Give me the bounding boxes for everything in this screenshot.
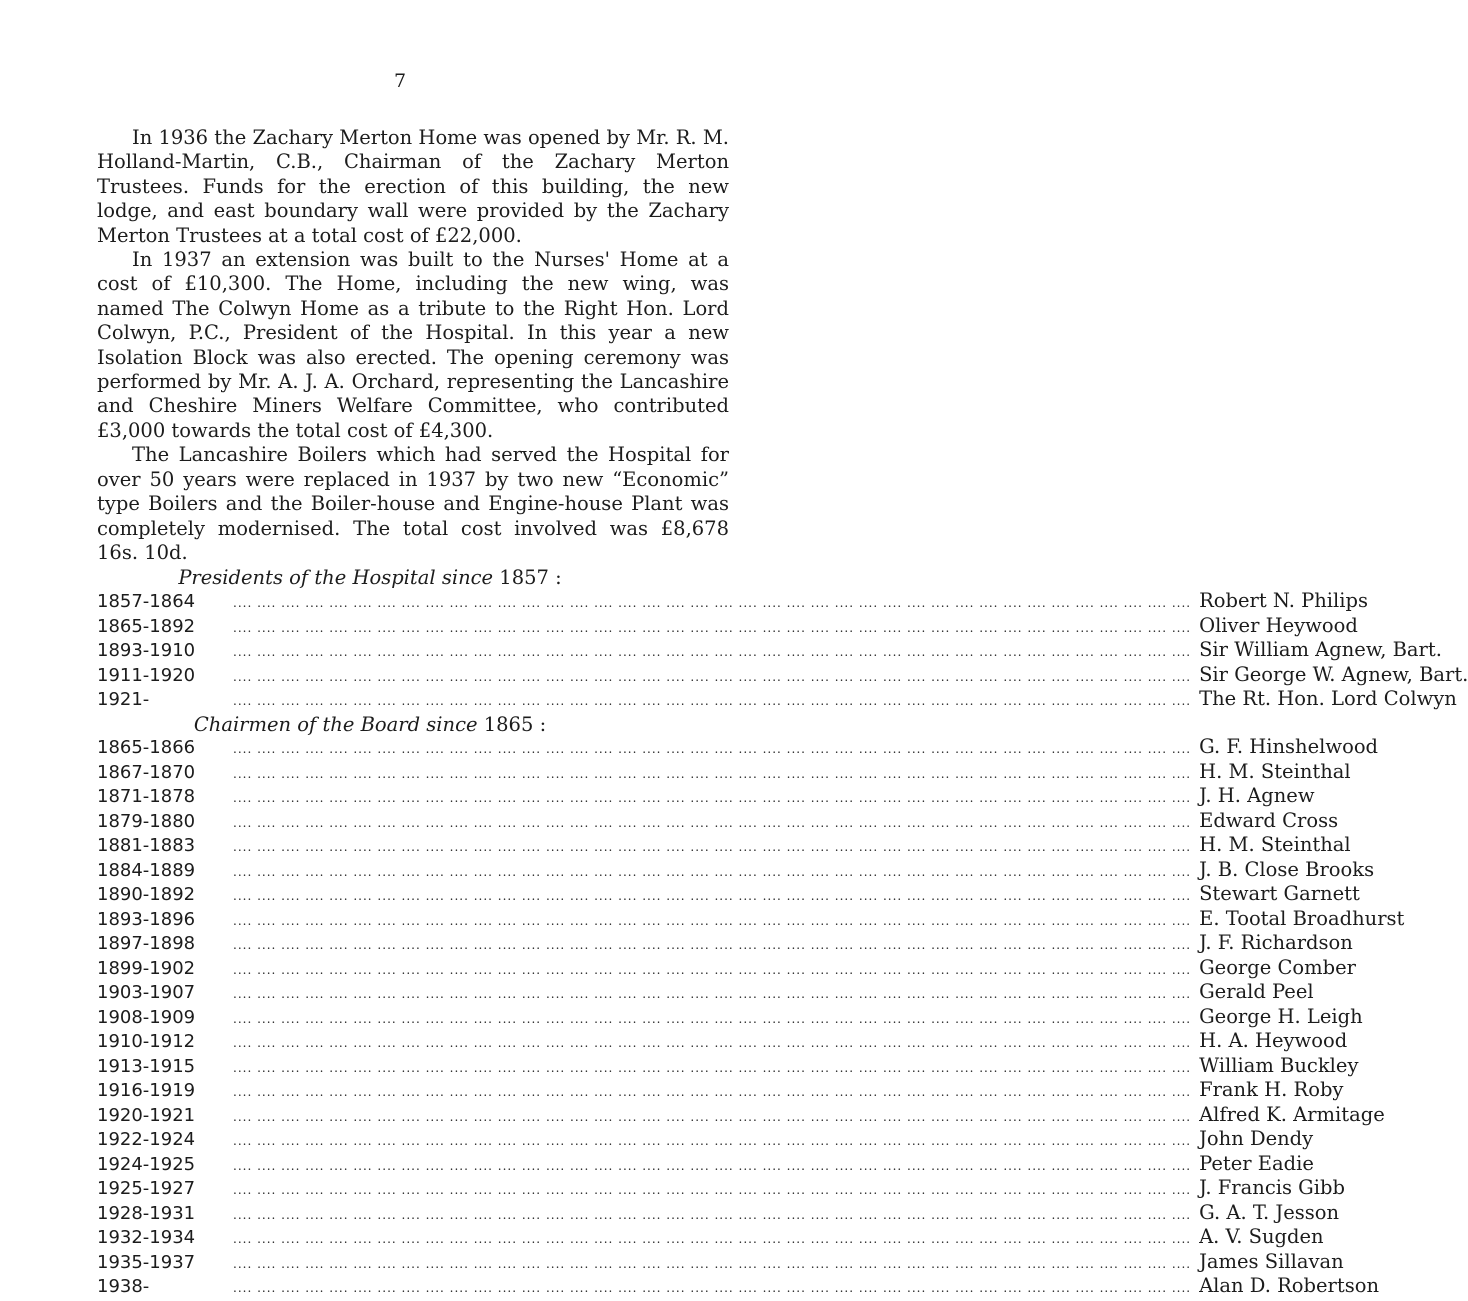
office-holder-name: J. F. Richardson bbox=[1199, 931, 1353, 954]
presidents-heading-italic: Presidents of the Hospital since bbox=[178, 566, 494, 589]
term-years: 1910-1912 bbox=[97, 1031, 196, 1052]
office-holder-name: George Comber bbox=[1199, 955, 1356, 979]
office-holder-name: Sir George W. Agnew, Bart. bbox=[1199, 662, 1468, 686]
leader-dots: .... .... .... .... .... .... .... .... .... .... .... .... .... .... .... .... .... .... .... .... .... .... .... .... .... .... .... .... .... .... .... .... .... .... .... .... .... .... .... .... bbox=[233, 694, 1192, 708]
term-years: 1922-1924 bbox=[97, 1129, 196, 1150]
term-years: 1908-1909 bbox=[97, 1006, 196, 1028]
chairmen-row bbox=[97, 808, 1339, 834]
term-years: 1911-1920 bbox=[97, 664, 196, 686]
chairmen-row bbox=[97, 1029, 1348, 1054]
leader-dots: .... .... .... .... .... .... .... .... .... .... .... .... .... .... .... .... .... .... .... .... .... .... .... .... .... .... .... .... .... .... .... .... .... .... .... .... .... .... .... .... bbox=[233, 840, 1192, 854]
term-years: 1865-1892 bbox=[97, 615, 196, 637]
page-number: 7 bbox=[393, 70, 407, 92]
chairmen-row bbox=[97, 1274, 1380, 1299]
chairmen-row bbox=[97, 735, 1379, 760]
leader-dots: .... .... .... .... .... .... .... .... .... .... .... .... .... .... .... .... .... .... .... .... .... .... .... .... .... .... .... .... .... .... .... .... .... .... .... .... .... .... .... .... bbox=[233, 1134, 1192, 1148]
office-holder-name: Alfred K. Armitage bbox=[1199, 1102, 1385, 1126]
presidents-row bbox=[97, 662, 1468, 688]
term-years: 1938- bbox=[97, 1276, 150, 1297]
chairmen-heading bbox=[110, 713, 630, 736]
office-holder-name: William Buckley bbox=[1199, 1053, 1359, 1077]
chairmen-row bbox=[97, 882, 1360, 907]
office-holder-name: J. B. Close Brooks bbox=[1199, 857, 1375, 881]
office-holder-name: Edward Cross bbox=[1199, 808, 1339, 832]
presidents-heading-year: 1857 : bbox=[493, 566, 562, 589]
leader-dots: .... .... .... .... .... .... .... .... .... .... .... .... .... .... .... .... .... .... .... .... .... .... .... .... .... .... .... .... .... .... .... .... .... .... .... .... .... .... .... .... bbox=[233, 1281, 1192, 1295]
term-years: 1897-1898 bbox=[97, 933, 196, 954]
chairmen-row bbox=[97, 857, 1375, 883]
term-years: 1893-1910 bbox=[97, 640, 196, 661]
office-holder-name: Oliver Heywood bbox=[1199, 613, 1358, 637]
paragraph-zachary-merton-home: In 1936 the Zachary Merton Home was opened by Mr. R. M. Holland-Martin, C.B., Chairman of the Zachary Merton Trustees. Funds for the erection of this building, the new lodge, and east boundary wall were provided by the Zachary Merton Trustees at a total cost of £22,000. bbox=[97, 126, 729, 247]
office-holder-name: Gerald Peel bbox=[1199, 980, 1314, 1003]
term-years: 1924-1925 bbox=[97, 1153, 196, 1175]
office-holder-name: H. M. Steinthal bbox=[1199, 833, 1351, 856]
presidents-row bbox=[97, 638, 1442, 663]
chairmen-row bbox=[97, 759, 1351, 785]
term-years: 1857-1864 bbox=[97, 591, 196, 612]
term-years: 1935-1937 bbox=[97, 1251, 196, 1273]
office-holder-name: Robert N. Philips bbox=[1199, 589, 1368, 612]
office-holder-name: A. V. Sugden bbox=[1199, 1225, 1324, 1248]
leader-dots: .... .... .... .... .... .... .... .... .... .... .... .... .... .... .... .... .... .... .... .... .... .... .... .... .... .... .... .... .... .... .... .... .... .... .... .... .... .... .... .... bbox=[233, 938, 1192, 952]
leader-dots: .... .... .... .... .... .... .... .... .... .... .... .... .... .... .... .... .... .... .... .... .... .... .... .... .... .... .... .... .... .... .... .... .... .... .... .... .... .... .... .... bbox=[233, 669, 1192, 684]
leader-dots: .... .... .... .... .... .... .... .... .... .... .... .... .... .... .... .... .... .... .... .... .... .... .... .... .... .... .... .... .... .... .... .... .... .... .... .... .... .... .... .... bbox=[233, 742, 1192, 756]
term-years: 1890-1892 bbox=[97, 884, 196, 905]
term-years: 1893-1896 bbox=[97, 908, 196, 930]
term-years: 1916-1919 bbox=[97, 1080, 196, 1101]
office-holder-name: J. H. Agnew bbox=[1199, 784, 1315, 807]
chairmen-row bbox=[97, 1053, 1359, 1079]
chairmen-heading-year: 1865 : bbox=[477, 713, 547, 736]
leader-dots: .... .... .... .... .... .... .... .... .... .... .... .... .... .... .... .... .... .... .... .... .... .... .... .... .... .... .... .... .... .... .... .... .... .... .... .... .... .... .... .... bbox=[233, 1036, 1192, 1050]
chairmen-row bbox=[97, 784, 1315, 809]
term-years: 1903-1907 bbox=[97, 982, 196, 1003]
leader-dots: .... .... .... .... .... .... .... .... .... .... .... .... .... .... .... .... .... .... .... .... .... .... .... .... .... .... .... .... .... .... .... .... .... .... .... .... .... .... .... .... bbox=[233, 864, 1192, 879]
office-holder-name: Stewart Garnett bbox=[1199, 882, 1360, 905]
leader-dots: .... .... .... .... .... .... .... .... .... .... .... .... .... .... .... .... .... .... .... .... .... .... .... .... .... .... .... .... .... .... .... .... .... .... .... .... .... .... .... .... bbox=[233, 889, 1192, 903]
leader-dots: .... .... .... .... .... .... .... .... .... .... .... .... .... .... .... .... .... .... .... .... .... .... .... .... .... .... .... .... .... .... .... .... .... .... .... .... .... .... .... .... bbox=[233, 913, 1192, 928]
office-holder-name: George H. Leigh bbox=[1199, 1004, 1363, 1028]
chairmen-row bbox=[97, 833, 1351, 858]
chairmen-row bbox=[97, 931, 1353, 956]
office-holder-name: Alan D. Robertson bbox=[1199, 1274, 1380, 1297]
term-years: 1881-1883 bbox=[97, 835, 196, 856]
chairmen-row bbox=[97, 1249, 1344, 1275]
leader-dots: .... .... .... .... .... .... .... .... .... .... .... .... .... .... .... .... .... .... .... .... .... .... .... .... .... .... .... .... .... .... .... .... .... .... .... .... .... .... .... .... bbox=[233, 1158, 1192, 1173]
history-text bbox=[97, 126, 729, 565]
office-holder-name: Sir William Agnew, Bart. bbox=[1199, 638, 1442, 661]
chairmen-row bbox=[97, 980, 1314, 1005]
chairmen-row bbox=[97, 1225, 1324, 1250]
chairmen-row bbox=[97, 1102, 1385, 1128]
office-holder-name: Peter Eadie bbox=[1199, 1151, 1314, 1175]
office-holder-name: H. M. Steinthal bbox=[1199, 759, 1351, 783]
leader-dots: .... .... .... .... .... .... .... .... .... .... .... .... .... .... .... .... .... .... .... .... .... .... .... .... .... .... .... .... .... .... .... .... .... .... .... .... .... .... .... .... bbox=[233, 766, 1192, 781]
office-holder-name: G. A. T. Jesson bbox=[1199, 1200, 1340, 1224]
chairmen-row bbox=[97, 906, 1405, 932]
leader-dots: .... .... .... .... .... .... .... .... .... .... .... .... .... .... .... .... .... .... .... .... .... .... .... .... .... .... .... .... .... .... .... .... .... .... .... .... .... .... .... .... bbox=[233, 1232, 1192, 1246]
term-years: 1928-1931 bbox=[97, 1202, 196, 1224]
term-years: 1867-1870 bbox=[97, 761, 196, 783]
office-holder-name: John Dendy bbox=[1199, 1127, 1314, 1150]
term-years: 1921- bbox=[97, 689, 150, 710]
term-years: 1925-1927 bbox=[97, 1178, 196, 1199]
leader-dots: .... .... .... .... .... .... .... .... .... .... .... .... .... .... .... .... .... .... .... .... .... .... .... .... .... .... .... .... .... .... .... .... .... .... .... .... .... .... .... .... bbox=[233, 962, 1192, 977]
office-holder-name: Frank H. Roby bbox=[1199, 1078, 1344, 1101]
office-holder-name: G. F. Hinshelwood bbox=[1199, 735, 1379, 758]
leader-dots: .... .... .... .... .... .... .... .... .... .... .... .... .... .... .... .... .... .... .... .... .... .... .... .... .... .... .... .... .... .... .... .... .... .... .... .... .... .... .... .... bbox=[233, 1183, 1192, 1197]
presidents-row bbox=[97, 589, 1368, 614]
leader-dots: .... .... .... .... .... .... .... .... .... .... .... .... .... .... .... .... .... .... .... .... .... .... .... .... .... .... .... .... .... .... .... .... .... .... .... .... .... .... .... .... bbox=[233, 645, 1192, 659]
leader-dots: .... .... .... .... .... .... .... .... .... .... .... .... .... .... .... .... .... .... .... .... .... .... .... .... .... .... .... .... .... .... .... .... .... .... .... .... .... .... .... .... bbox=[233, 791, 1192, 805]
paragraph-boilers: The Lancashire Boilers which had served the Hospital for over 50 years were replaced in 1937 by two new “Economic” type Boilers and the Boiler-house and Engine-house Plant was completely modernised. The total cost involved was £8,678 16s. 10d. bbox=[97, 443, 729, 564]
chairmen-row bbox=[97, 1176, 1345, 1201]
office-holder-name: James Sillavan bbox=[1199, 1249, 1344, 1273]
term-years: 1865-1866 bbox=[97, 737, 196, 758]
presidents-list bbox=[97, 589, 1468, 712]
leader-dots: .... .... .... .... .... .... .... .... .... .... .... .... .... .... .... .... .... .... .... .... .... .... .... .... .... .... .... .... .... .... .... .... .... .... .... .... .... .... .... .... bbox=[233, 1060, 1192, 1075]
leader-dots: .... .... .... .... .... .... .... .... .... .... .... .... .... .... .... .... .... .... .... .... .... .... .... .... .... .... .... .... .... .... .... .... .... .... .... .... .... .... .... .... bbox=[233, 1109, 1192, 1124]
chairmen-row bbox=[97, 1200, 1340, 1226]
paragraph-colwyn-home: In 1937 an extension was built to the Nurses' Home at a cost of £10,300. The Home, including the new wing, was named The Colwyn Home as a tribute to the Right Hon. Lord Colwyn, P.C., President of the Hospital. In this year a new Isolation Block was also erected. The opening ceremony was performed by Mr. A. J. A. Orchard, representing the Lancashire and Cheshire Miners Welfare Committee, who contributed £3,000 towards the total cost of £4,300. bbox=[97, 248, 729, 442]
chairmen-row bbox=[97, 1078, 1344, 1103]
leader-dots: .... .... .... .... .... .... .... .... .... .... .... .... .... .... .... .... .... .... .... .... .... .... .... .... .... .... .... .... .... .... .... .... .... .... .... .... .... .... .... .... bbox=[233, 1256, 1192, 1271]
chairmen-row bbox=[97, 1004, 1363, 1030]
chairmen-list bbox=[97, 735, 1405, 1299]
presidents-heading bbox=[110, 566, 630, 589]
presidents-row bbox=[97, 613, 1358, 639]
term-years: 1884-1889 bbox=[97, 859, 196, 881]
term-years: 1913-1915 bbox=[97, 1055, 196, 1077]
leader-dots: .... .... .... .... .... .... .... .... .... .... .... .... .... .... .... .... .... .... .... .... .... .... .... .... .... .... .... .... .... .... .... .... .... .... .... .... .... .... .... .... bbox=[233, 596, 1192, 610]
presidents-row bbox=[97, 687, 1457, 712]
term-years: 1899-1902 bbox=[97, 957, 196, 979]
office-holder-name: The Rt. Hon. Lord Colwyn bbox=[1199, 687, 1457, 710]
chairmen-row bbox=[97, 1127, 1314, 1152]
chairmen-row bbox=[97, 1151, 1314, 1177]
term-years: 1920-1921 bbox=[97, 1104, 196, 1126]
leader-dots: .... .... .... .... .... .... .... .... .... .... .... .... .... .... .... .... .... .... .... .... .... .... .... .... .... .... .... .... .... .... .... .... .... .... .... .... .... .... .... .... bbox=[233, 1011, 1192, 1026]
term-years: 1871-1878 bbox=[97, 786, 196, 807]
leader-dots: .... .... .... .... .... .... .... .... .... .... .... .... .... .... .... .... .... .... .... .... .... .... .... .... .... .... .... .... .... .... .... .... .... .... .... .... .... .... .... .... bbox=[233, 815, 1192, 830]
office-holder-name: H. A. Heywood bbox=[1199, 1029, 1348, 1052]
term-years: 1879-1880 bbox=[97, 810, 196, 832]
leader-dots: .... .... .... .... .... .... .... .... .... .... .... .... .... .... .... .... .... .... .... .... .... .... .... .... .... .... .... .... .... .... .... .... .... .... .... .... .... .... .... .... bbox=[233, 620, 1192, 635]
leader-dots: .... .... .... .... .... .... .... .... .... .... .... .... .... .... .... .... .... .... .... .... .... .... .... .... .... .... .... .... .... .... .... .... .... .... .... .... .... .... .... .... bbox=[233, 1207, 1192, 1222]
term-years: 1932-1934 bbox=[97, 1227, 196, 1248]
leader-dots: .... .... .... .... .... .... .... .... .... .... .... .... .... .... .... .... .... .... .... .... .... .... .... .... .... .... .... .... .... .... .... .... .... .... .... .... .... .... .... .... bbox=[233, 1085, 1192, 1099]
chairmen-row bbox=[97, 955, 1356, 981]
office-holder-name: E. Tootal Broadhurst bbox=[1199, 906, 1405, 930]
chairmen-heading-italic: Chairmen of the Board since bbox=[193, 713, 478, 736]
office-holder-name: J. Francis Gibb bbox=[1199, 1176, 1345, 1199]
leader-dots: .... .... .... .... .... .... .... .... .... .... .... .... .... .... .... .... .... .... .... .... .... .... .... .... .... .... .... .... .... .... .... .... .... .... .... .... .... .... .... .... bbox=[233, 987, 1192, 1001]
